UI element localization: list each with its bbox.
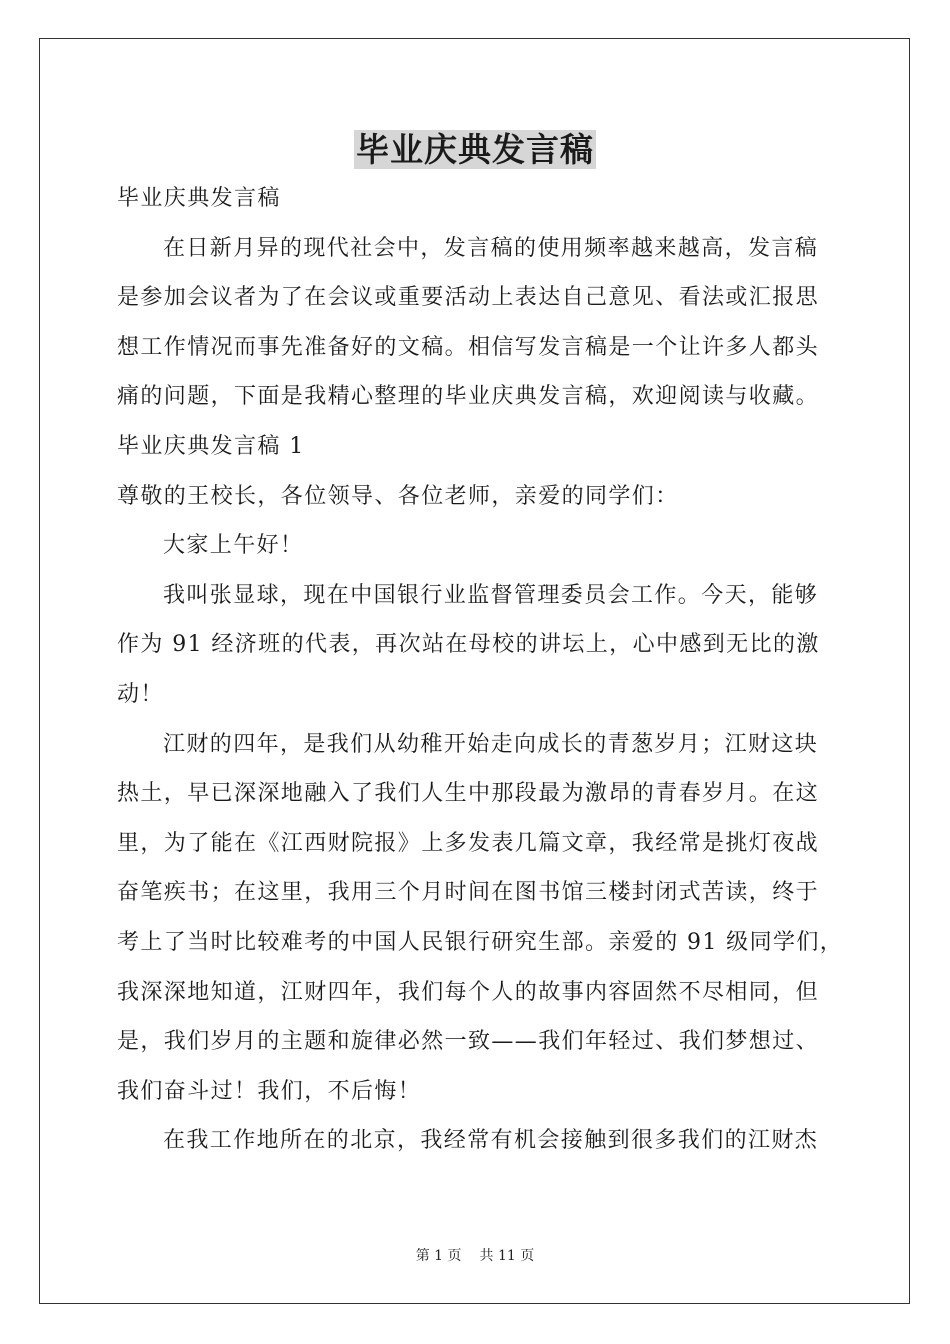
body-line: 我们奋斗过！我们，不后悔！ — [117, 1078, 422, 1104]
body-line-subtitle: 毕业庆典发言稿 — [117, 186, 281, 211]
body-line-salutation: 尊敬的王校长，各位领导、各位老师，亲爱的同学们： — [117, 483, 679, 509]
body-line: 江财的四年，是我们从幼稚开始走向成长的青葱岁月；江财这块 — [163, 731, 819, 757]
body-line: 我深深地知道，江财四年，我们每个人的故事内容固然不尽相同，但 — [117, 979, 820, 1005]
page-number: 第 1 页 — [415, 1248, 462, 1264]
document-title-text: 毕业庆典发言稿 — [356, 130, 594, 169]
body-line: 想工作情况而事先准备好的文稿。相信写发言稿是一个让许多人都头 — [117, 334, 820, 360]
body-line: 奋笔疾书；在这里，我用三个月时间在图书馆三楼封闭式苦读，终于 — [117, 880, 820, 906]
document-title — [0, 128, 950, 172]
body-line-greeting: 大家上午好！ — [163, 533, 304, 559]
body-line-section-heading: 毕业庆典发言稿 1 — [117, 433, 305, 459]
body-line: 考上了当时比较难考的中国人民银行研究生部。亲爱的 91 级同学们， — [117, 929, 844, 955]
body-line: 在我工作地所在的北京，我经常有机会接触到很多我们的江财杰 — [163, 1128, 819, 1154]
body-line: 在日新月异的现代社会中，发言稿的使用频率越来越高，发言稿 — [163, 235, 819, 261]
page-total: 共 11 页 — [479, 1248, 535, 1264]
body-line: 热土，早已深深地融入了我们人生中那段最为激昂的青春岁月。在这 — [117, 781, 820, 807]
body-line: 作为 91 经济班的代表，再次站在母校的讲坛上，心中感到无比的激 — [117, 632, 820, 658]
body-line: 我叫张显球，现在中国银行业监督管理委员会工作。今天，能够 — [163, 582, 819, 608]
body-line: 里，为了能在《江西财院报》上多发表几篇文章，我经常是挑灯夜战 — [117, 830, 820, 856]
page-footer — [0, 1246, 950, 1266]
document-body — [117, 174, 844, 1166]
body-line: 是参加会议者为了在会议或重要活动上表达自己意见、看法或汇报思 — [117, 285, 820, 311]
body-line: 是，我们岁月的主题和旋律必然一致——我们年轻过、我们梦想过、 — [117, 1029, 820, 1055]
body-line: 痛的问题，下面是我精心整理的毕业庆典发言稿，欢迎阅读与收藏。 — [117, 384, 820, 410]
body-line: 动！ — [117, 681, 164, 707]
